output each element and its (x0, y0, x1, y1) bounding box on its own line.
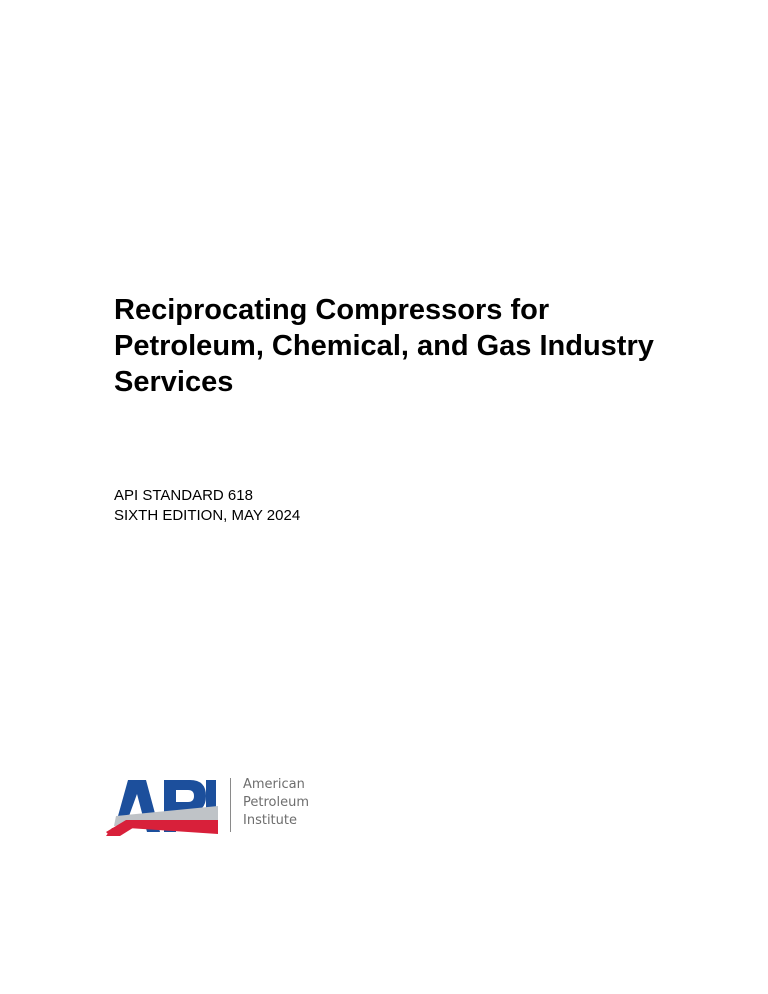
organization-name (243, 776, 309, 830)
org-line-3: Institute (243, 813, 297, 828)
logo-divider (230, 778, 231, 832)
edition-date: SIXTH EDITION, MAY 2024 (114, 507, 301, 524)
document-designation (114, 486, 514, 526)
org-line-1: American (243, 777, 305, 792)
api-logo (106, 776, 346, 836)
org-line-2: Petroleum (243, 795, 309, 810)
title-line-2: Petroleum, Chemical, and Gas Industry (114, 330, 654, 362)
title-line-3: Services (114, 366, 234, 398)
standard-number: API STANDARD 618 (114, 487, 253, 504)
title-line-1: Reciprocating Compressors for (114, 294, 550, 326)
api-logo-mark-icon (106, 776, 218, 836)
document-title (114, 292, 714, 400)
